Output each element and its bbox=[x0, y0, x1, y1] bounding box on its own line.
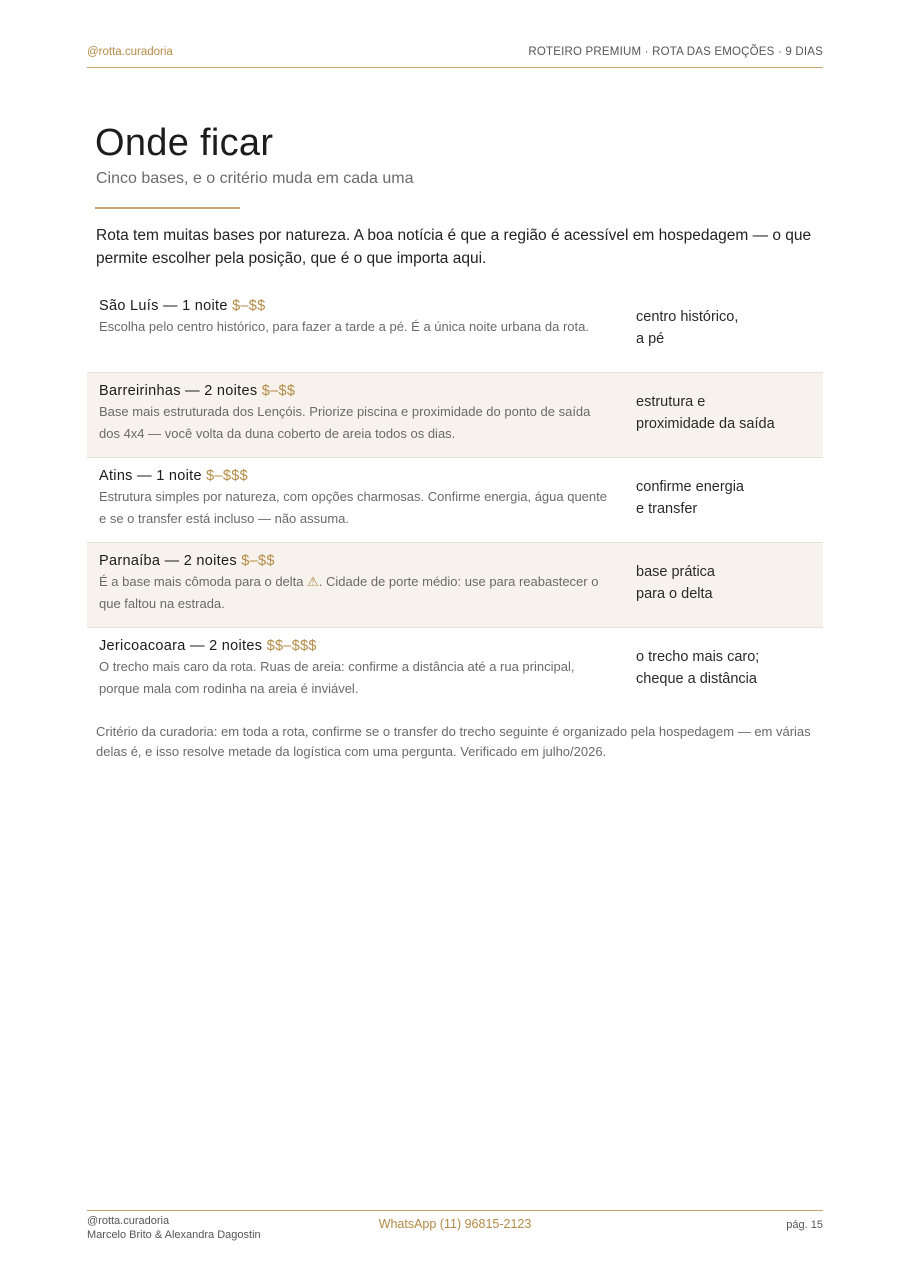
criterion-line: centro histórico, bbox=[636, 309, 739, 325]
row-title bbox=[99, 638, 614, 654]
criterion-line: e transfer bbox=[636, 500, 698, 517]
row-description: Base mais estruturada dos Lençóis. Priorize piscina e proximidade do ponto de saída dos 4x4 — você volta da duna coberto de areia todos os dias. bbox=[99, 404, 591, 441]
price-badge: $–$$ bbox=[241, 553, 275, 569]
page-footer bbox=[87, 1210, 823, 1251]
criterion-line: para o delta bbox=[636, 585, 713, 602]
criterion-line: cheque a distância bbox=[636, 670, 757, 687]
row-description: O trecho mais caro da rota. Ruas de areia: confirme a distância até a rua principal, porque mala com rodinha na areia é inviável. bbox=[99, 659, 575, 696]
row-title bbox=[99, 298, 614, 314]
lodging-table bbox=[87, 288, 823, 712]
row-main-cell bbox=[99, 553, 614, 614]
row-main-cell bbox=[99, 383, 614, 444]
row-description bbox=[99, 571, 614, 614]
header-doc-label: ROTEIRO PREMIUM · ROTA DAS EMOÇÕES · 9 DIAS bbox=[528, 46, 823, 58]
row-criterion bbox=[636, 307, 816, 350]
row-title bbox=[99, 468, 614, 484]
curation-note: Critério da curadoria: em toda a rota, confirme se o transfer do trecho seguinte é organizado pela hospedagem — em várias delas é, e isso resolve metade da logística com uma pergunta. Verificado em julho/2026. bbox=[96, 724, 811, 759]
row-description: Estrutura simples por natureza, com opções charmosas. Confirme energia, água quente e se o transfer está incluso — não assuma. bbox=[99, 489, 607, 526]
price-badge: $–$$$ bbox=[206, 468, 248, 484]
row-criterion bbox=[636, 392, 816, 435]
base-name: Jericoacoara — 2 noites bbox=[99, 638, 263, 654]
row-criterion bbox=[636, 562, 816, 605]
base-name: Barreirinhas — 2 noites bbox=[99, 383, 258, 399]
criterion-line: estrutura e bbox=[636, 394, 706, 410]
page-title: Onde ficar bbox=[95, 122, 274, 164]
row-criterion bbox=[636, 477, 816, 520]
base-name: Parnaíba — 2 noites bbox=[99, 553, 237, 569]
criterion-line: o trecho mais caro; bbox=[636, 649, 760, 665]
table-row-atins bbox=[87, 458, 823, 543]
price-badge: $$–$$$ bbox=[266, 638, 317, 654]
row-description: Escolha pelo centro histórico, para fazer a tarde a pé. É a única noite urbana da rota. bbox=[99, 319, 589, 334]
description-text: É a base mais cômoda para o delta bbox=[99, 574, 308, 589]
criterion-line: proximidade da saída bbox=[636, 415, 775, 432]
footer-brand: @rotta.curadoria bbox=[87, 1215, 170, 1227]
warning-icon: ⚠ bbox=[307, 574, 319, 589]
header-brand: @rotta.curadoria bbox=[87, 46, 173, 58]
page-number: pág. 15 bbox=[786, 1219, 823, 1231]
intro-paragraph: Rota tem muitas bases por natureza. A boa notícia é que a região é acessível em hospedagem — o que permite escolher pela posição, que é o que importa aqui. bbox=[96, 227, 812, 267]
base-name: São Luís — 1 noite bbox=[99, 298, 228, 314]
price-badge: $–$$ bbox=[232, 298, 266, 314]
row-main-cell bbox=[99, 638, 614, 699]
criterion-line: confirme energia bbox=[636, 479, 744, 495]
criterion-line: a pé bbox=[636, 330, 665, 347]
criterion-line: base prática bbox=[636, 564, 715, 580]
row-criterion bbox=[636, 647, 816, 690]
base-name: Atins — 1 noite bbox=[99, 468, 202, 484]
table-row-barreirinhas bbox=[87, 373, 823, 458]
table-row-sao-luis bbox=[87, 288, 823, 373]
footer-authors: Marcelo Brito & Alexandra Dagostin bbox=[87, 1229, 261, 1241]
page-header bbox=[87, 46, 823, 68]
table-row-parnaiba bbox=[87, 543, 823, 628]
row-title bbox=[99, 383, 614, 399]
row-main-cell bbox=[99, 298, 614, 338]
table-row-jericoacoara bbox=[87, 628, 823, 712]
price-badge: $–$$ bbox=[261, 383, 296, 399]
row-title bbox=[99, 553, 614, 569]
description-text: . Cidade de porte médio: use para reabastecer o que faltou na estrada. bbox=[99, 574, 599, 611]
page-subtitle: Cinco bases, e o critério muda em cada uma bbox=[96, 170, 414, 187]
footer-contact-link[interactable]: WhatsApp (11) 96815-2123 bbox=[378, 1217, 532, 1231]
title-divider bbox=[95, 207, 240, 209]
row-main-cell bbox=[99, 468, 614, 529]
